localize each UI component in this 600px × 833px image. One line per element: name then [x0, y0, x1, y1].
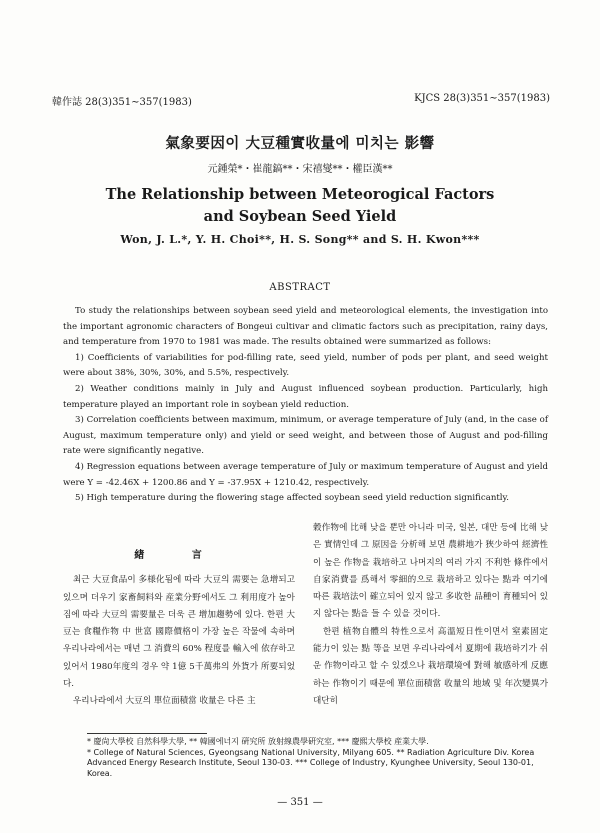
journal-citation-left: 韓作誌 28(3)351∼357(1983) — [52, 97, 192, 108]
english-title-line-1: The Relationship between Meteorogical Factors — [105, 186, 495, 203]
abstract-heading: ABSTRACT — [269, 282, 331, 293]
body-paragraph: 한편 植物自體의 特性으로서 高溫短日性이면서 窒素固定 能力이 있는 點 等을 보면 우리나라에서 夏期에 栽培하기가 쉬운 作物이라고 할 수 있겠으나 栽培環境에 對해 敏感하게 反應하는 作物이기 때문에 單位面積當 收量의 地域 및 年次變異가 대단히 — [313, 626, 548, 706]
korean-authors: 元鍾榮*・崔龍鎬**・宋禧燮**・權臣漢** — [207, 164, 393, 175]
right-column — [313, 520, 548, 710]
korean-title: 氣象要因이 大豆種實收量에 미치는 影響 — [165, 135, 435, 152]
english-authors: Won, J. L.*, Y. H. Choi**, H. S. Song** and S. H. Kwon*** — [120, 233, 480, 246]
journal-citation-right: KJCS 28(3)351∼357(1983) — [414, 93, 550, 104]
english-title — [0, 184, 600, 228]
english-title-line-2: and Soybean Seed Yield — [203, 208, 397, 225]
body-paragraph: 최근 大豆食品이 多様化됨에 따라 大豆의 需要는 急增되고 있으며 더우기 家畜飼料와 産業分野에서도 그 利用度가 높아짐에 따라 大豆의 需要量은 더욱 큰 增加趨勢에 있다. 한편 大豆는 食糧作物 中 世富 國際價格이 가장 높은 작물에 속하며 우리나라에서는 매년 그 消費의 60% 程度를 輸入에 依存하고 있어서 1980年度의 경우 약 1億 5千萬弗의 外貨가 所要되었다. — [63, 575, 295, 690]
abstract-paragraph: To study the relationships between soybean seed yield and meteorological elements, the investigation into the important agronomic characters of Bongeui cultivar and climatic factors such as precipitation, rainy days, and temperature from 1970 to 1981 was made. The results obtained were summarized as follows: — [63, 306, 548, 348]
footnote-rule — [87, 733, 207, 734]
abstract-body — [63, 304, 548, 507]
footnote-english: * College of Natural Sciences, Gyeongsang National University, Milyang 605. ** Radiation Agriculture Div. Korea Advanced Energy Research Institute, Seoul 130-03. *** College of Industry, Kyunghee University, Seoul 130-01, Korea. — [87, 747, 535, 778]
left-column — [63, 547, 295, 711]
body-paragraph: 穀作物에 比해 낮을 뿐만 아니라 미국, 일본, 대만 등에 比해 낮은 實情인데 그 原因을 分析해 보면 農耕地가 狹少하여 經濟性이 높은 作物을 栽培하고 나머지의 여러 가지 不利한 條件에서 自家消費를 爲해서 零細的으로 栽培하고 있다는 點과 여기에 따른 栽培法이 確立되어 있지 않고 多收한 品種이 育種되어 있지 않다는 點을 들 수 있을 것이다. — [313, 523, 548, 620]
abstract-paragraph: 2) Weather conditions mainly in July and August influenced soybean production. Particularly, high temperature played an important role in soybean yield reduction. — [63, 383, 548, 410]
abstract-paragraph: 1) Coefficients of variabilities for pod-filling rate, seed yield, number of pods per plant, and seed weight were about 38%, 30%, 30%, and 5.5%, respectively. — [63, 352, 548, 379]
abstract-paragraph: 4) Regression equations between average temperature of July or maximum temperature of August and yield were Y = -42.46X + 1200.86 and Y = -37.95X + 1210.42, respectively. — [63, 461, 548, 488]
footnotes — [87, 737, 552, 779]
abstract-paragraph: 5) High temperature during the flowering stage affected soybean seed yield reduction significantly. — [75, 493, 510, 504]
page-number: — 351 — — [277, 797, 323, 808]
body-paragraph: 우리나라에서 大豆의 單位面積當 收量은 다른 主 — [73, 696, 256, 707]
abstract-paragraph: 3) Correlation coefficients between maximum, minimum, or average temperature of July (and, in the case of August, maximum temperature only) and yield or seed weight, and between those of August and pod-filling rate were significantly negative. — [63, 415, 548, 457]
introduction-heading: 緖 言 — [134, 550, 224, 561]
footnote-korean: * 慶尙大學校 自然科學大學, ** 韓國에너지 硏究所 放射線農學硏究室, *** 慶熙大學校 産業大學. — [87, 737, 429, 746]
